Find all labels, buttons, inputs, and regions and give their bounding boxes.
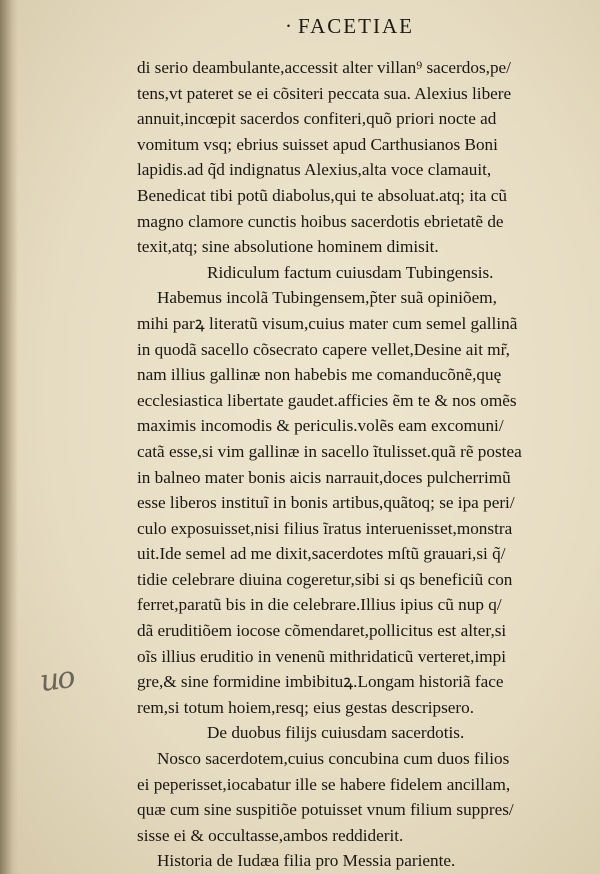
text-line: ei peperisset,iocabatur ille se habere fidelem ancillam, xyxy=(137,774,511,794)
text-line: oĩs illius eruditio in venenũ mithridaticũ verteret,impi xyxy=(137,646,506,666)
text-line: mihi parꝝ literatũ visum,cuius mater cum semel gallinã xyxy=(137,313,518,333)
text-line: rem,si totum hoiem,resq; eius gestas descripsero. xyxy=(137,697,474,717)
text-line: quæ cum sine suspitiõe potuisset vnum filium suppres/ xyxy=(137,800,514,820)
text-line: lapidis.ad q̃d indignatus Alexius,alta voce clamauit, xyxy=(137,160,492,180)
page-gutter-shadow xyxy=(0,0,18,874)
text-line: Nosco sacerdotem,cuius concubina cum duos filios xyxy=(157,749,510,769)
text-line: in quodã sacello cõsecrato capere vellet,Desine ait mr̃, xyxy=(137,339,510,359)
text-line: texit,atq; sine absolutione hominem dimisit. xyxy=(137,237,439,257)
text-line: dã eruditiõem iocose cõmendaret,pollicitus est alter,si xyxy=(137,621,507,641)
text-line: uit.Ide semel ad me dixit,sacerdotes mſtũ grauari,si q̃/ xyxy=(137,544,506,564)
section-heading: De duobus filijs cuiusdam sacerdotis. xyxy=(207,723,465,743)
header-title: FACETIAE xyxy=(298,14,414,38)
text-line: sisse ei & occultasse,ambos reddiderit. xyxy=(137,825,404,845)
body-text xyxy=(137,55,585,874)
section-heading: Historia de Iudæa filia pro Messia pariente. xyxy=(157,851,456,871)
text-line: nam illius gallinæ non habebis me comanducõnẽ,quę xyxy=(137,365,502,385)
text-line: maximis incomodis & periculis.volẽs eam excomuni/ xyxy=(137,416,504,436)
text-line: ferret,paratũ bis in die celebrare.Illius ipius cũ nup q/ xyxy=(137,595,502,615)
header-mark-icon: · xyxy=(285,14,294,38)
text-line: vomitum vsq; ebrius suisset apud Carthusianos Boni xyxy=(137,134,498,154)
text-line: annuit,incœpit sacerdos confiteri,quõ priori nocte ad xyxy=(137,109,497,129)
text-line: catã esse,si vim gallinæ in sacello ĩtulisset.quã rẽ postea xyxy=(137,441,522,461)
text-line: in balneo mater bonis aicis narrauit,doces pulcherrimũ xyxy=(137,467,511,487)
section-heading: Ridiculum factum cuiusdam Tubingensis. xyxy=(207,262,494,282)
text-line: tens,vt pateret se ei cõsiteri peccata sua. Alexius libere xyxy=(137,83,512,103)
text-line: tidie celebrare diuina cogeretur,sibi si qs beneficiũ con xyxy=(137,569,513,589)
text-line: ecclesiastica libertate gaudet.afficies ẽm te & nos omẽs xyxy=(137,390,517,410)
text-line: gre,& sine formidine imbibituꝝ.Longam historiã face xyxy=(137,672,504,692)
text-line: culo exposuisset,nisi filius ĩratus interuenisset,monstra xyxy=(137,518,513,538)
text-line: Benedicat tibi potũ diabolus,qui te absoluat.atq; ita cũ xyxy=(137,185,507,205)
text-line: Habemus incolã Tubingensem,p̃ter suã opiniõem, xyxy=(157,288,497,308)
text-line: di serio deambulante,accessit alter villan⁹ sacerdos,pe/ xyxy=(137,58,511,77)
margin-handwritten-note: uo xyxy=(37,659,76,700)
running-header xyxy=(285,14,414,39)
text-line: esse liberos instituĩ in bonis artibus,quãtoq; se ipa peri/ xyxy=(137,493,515,513)
text-line: magno clamore cunctis hoibus sacerdotis ebrietatẽ de xyxy=(137,211,504,231)
